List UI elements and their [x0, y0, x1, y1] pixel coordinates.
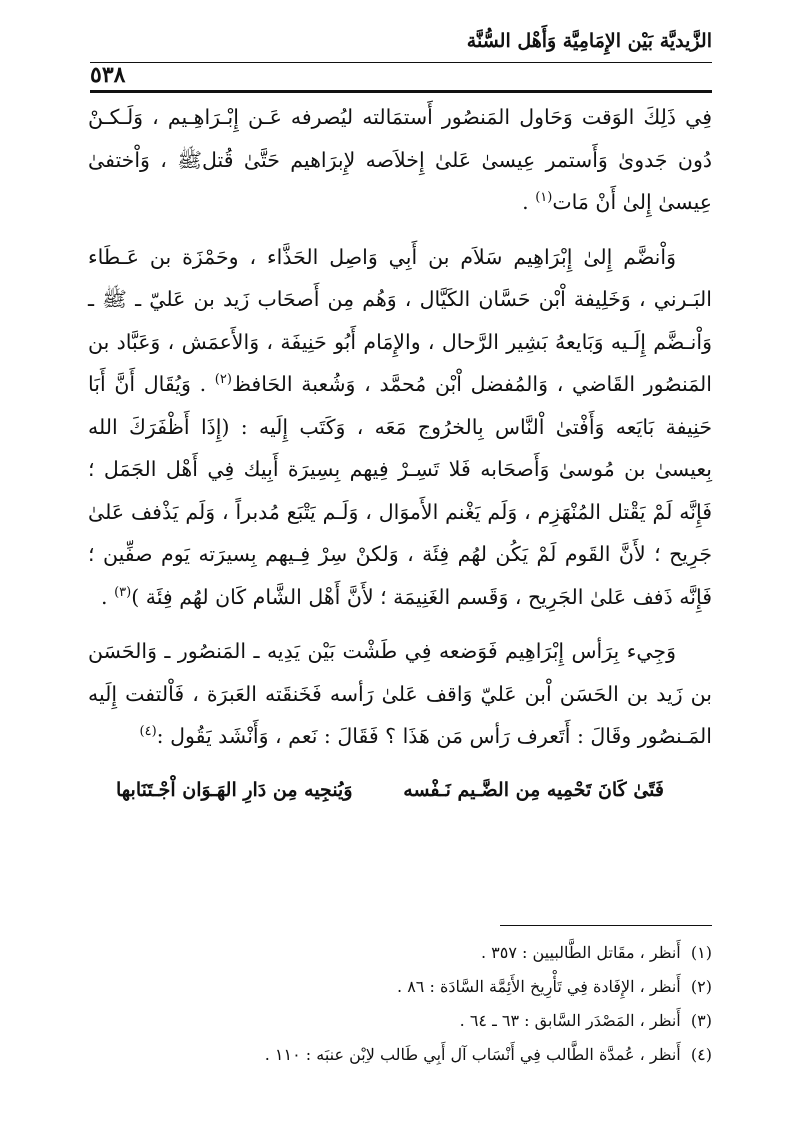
footnote-ref-3: (٣)	[114, 584, 132, 600]
footnotes	[88, 936, 712, 1072]
paragraph-2-tail-2: .	[101, 584, 115, 609]
paragraph-3-text: وَجِيء بِرَأس إِبْرَاهِيم فَوَضعه فِي طَشْت بَيْن يَدِيه ـ المَنصُور ـ وَالحَسَن بن زَيد بن الحَسَن اْبن عَليّ وَاقف عَلىٰ رَأسه فَخَنقَته العَبرَة ، فَاْلتفت إِلَيه المَـنصُور وقَالَ : أَتَعرف رَأس مَن هَذَا ؟ فَقَالَ : نَعم ، وَأَنْشَد يَقُول :	[88, 639, 712, 748]
footnotes-separator	[500, 925, 712, 926]
footnote-ref-1: (١)	[535, 190, 553, 206]
header-rule-thick	[90, 90, 712, 93]
footnote-number: (٤)	[690, 1045, 712, 1064]
footnote-ref-4: (٤)	[139, 724, 157, 740]
footnote-1	[88, 936, 712, 970]
footnote-3	[88, 1004, 712, 1038]
paragraph-2-text: وَاْنضَّم إِلىٰ إِبْرَاهِيم سَلاَم بن أَبِي وَاصِل الحَذَّاء ، وحَمْزَة بن عَـطَاء البَـرني ، وَخَلِيفة اْبْن حَسَّان الكَيَّال ، وَهُم مِن أَصحَاب زَيد بن عَليّ ـ ﷺ ـ وَاْنـضَّم إِلَـيه وَبَايعهُ بَشِير الرَّحال ، والإِمَام أَبُو حَنِيفَة ، وَالأَعمَش ، وَعَبَّاد بن المَنصُور القَاضي ، وَالمُفضل اْبْن مُحمَّد ، وَشُعبة الحَافظ	[88, 244, 712, 396]
page-header	[90, 26, 712, 88]
running-title: الزَّيديَّة بَيْن الإِمَامِيَّة وَأَهْل السُّنَّة	[466, 30, 712, 52]
paragraph-3	[88, 630, 712, 758]
poetry-verse	[88, 770, 712, 810]
paragraph-2	[88, 236, 712, 619]
paragraph-2-tail: . وَيُقَال أَنَّ أَبَا حَنِيفة بَايَعه وَأَفْتىٰ اْلنَّاس بِالخرُوج مَعَه ، وَكَتَب إِلَيه : (إِذَا أَظْفَرَكَ الله بِعيسىٰ بن مُوسىٰ وَأَصحَابه فَلا تَسِـرْ فِيهم بِسِيرَة أَبِيك فِي أَهْل الجَمَل ؛ فَإِنَّه لَمْ يَقْتل المُنْهَزِم ، وَلَم يَغْنم الأَموَال ، وَلَـم يَتْبَع مُدبراً ، وَلَم يَذْفف عَلىٰ جَرِيح ؛ لأَنَّ القَوم لَمْ يَكُن لهُم فِئَة ، وَلكنْ سِرْ فِـيهم بِسيرَته يَوم صفِّين ؛ فَإِنَّه ذَفف عَلىٰ الجَرِيح ، وَقَسم الغَنِيمَة ؛ لأَنَّ أَهْل الشَّام كَان لهُم فِئَة )	[88, 372, 712, 609]
main-text	[88, 96, 712, 810]
footnote-text: أَنظر ، الإِفَادة فِي تَأْرِيخ الأَئِمَّة السَّادَة : ٨٦ .	[397, 977, 681, 996]
page-number: ٥٣٨	[90, 62, 126, 88]
paragraph-1-text: فِي ذَلِكَ الوَقت وَحَاول المَنصُور أَستمَالته ليُصرفه عَـن إِبْـرَاهِـيم ، وَلَـكـنْ دُون جَدوىٰ وَأَستمر عِيسىٰ عَلىٰ إِخلاَصه لإِبرَاهيم حَتَّىٰ قُتلﷺ ، وَاْختفىٰ عِيسىٰ إِلىٰ أَنْ مَات	[88, 105, 712, 214]
footnote-number: (٢)	[690, 977, 712, 996]
footnote-2	[88, 970, 712, 1004]
footnote-text: أَنظر ، المَصْدَر السَّابق : ٦٣ ـ ٦٤ .	[459, 1011, 681, 1030]
footnote-number: (٣)	[690, 1011, 712, 1030]
footnote-4	[88, 1038, 712, 1072]
paragraph-1-tail: .	[522, 190, 536, 214]
verse-second-hemistich: وَيُنجِيه مِن دَارِ الهَـوَان اْجْـتَنَابها	[116, 778, 353, 801]
paragraph-1	[88, 96, 712, 224]
footnote-text: أَنظر ، مقَاتل الطَّالبيين : ٣٥٧ .	[480, 943, 681, 962]
footnote-text: أَنظر ، عُمدَّة الطَّالب فِي أَنْسَاب آل أَبِي طَالب لاِبْن عنبَه : ١١٠ .	[264, 1045, 681, 1064]
header-rule-thin	[90, 62, 712, 63]
verse-first-hemistich: فَتًىٰ كَانَ تَحْمِيه مِن الضَّـيم نَـفْسه	[403, 778, 664, 801]
footnote-number: (١)	[690, 943, 712, 962]
footnote-ref-2: (٢)	[214, 372, 232, 388]
